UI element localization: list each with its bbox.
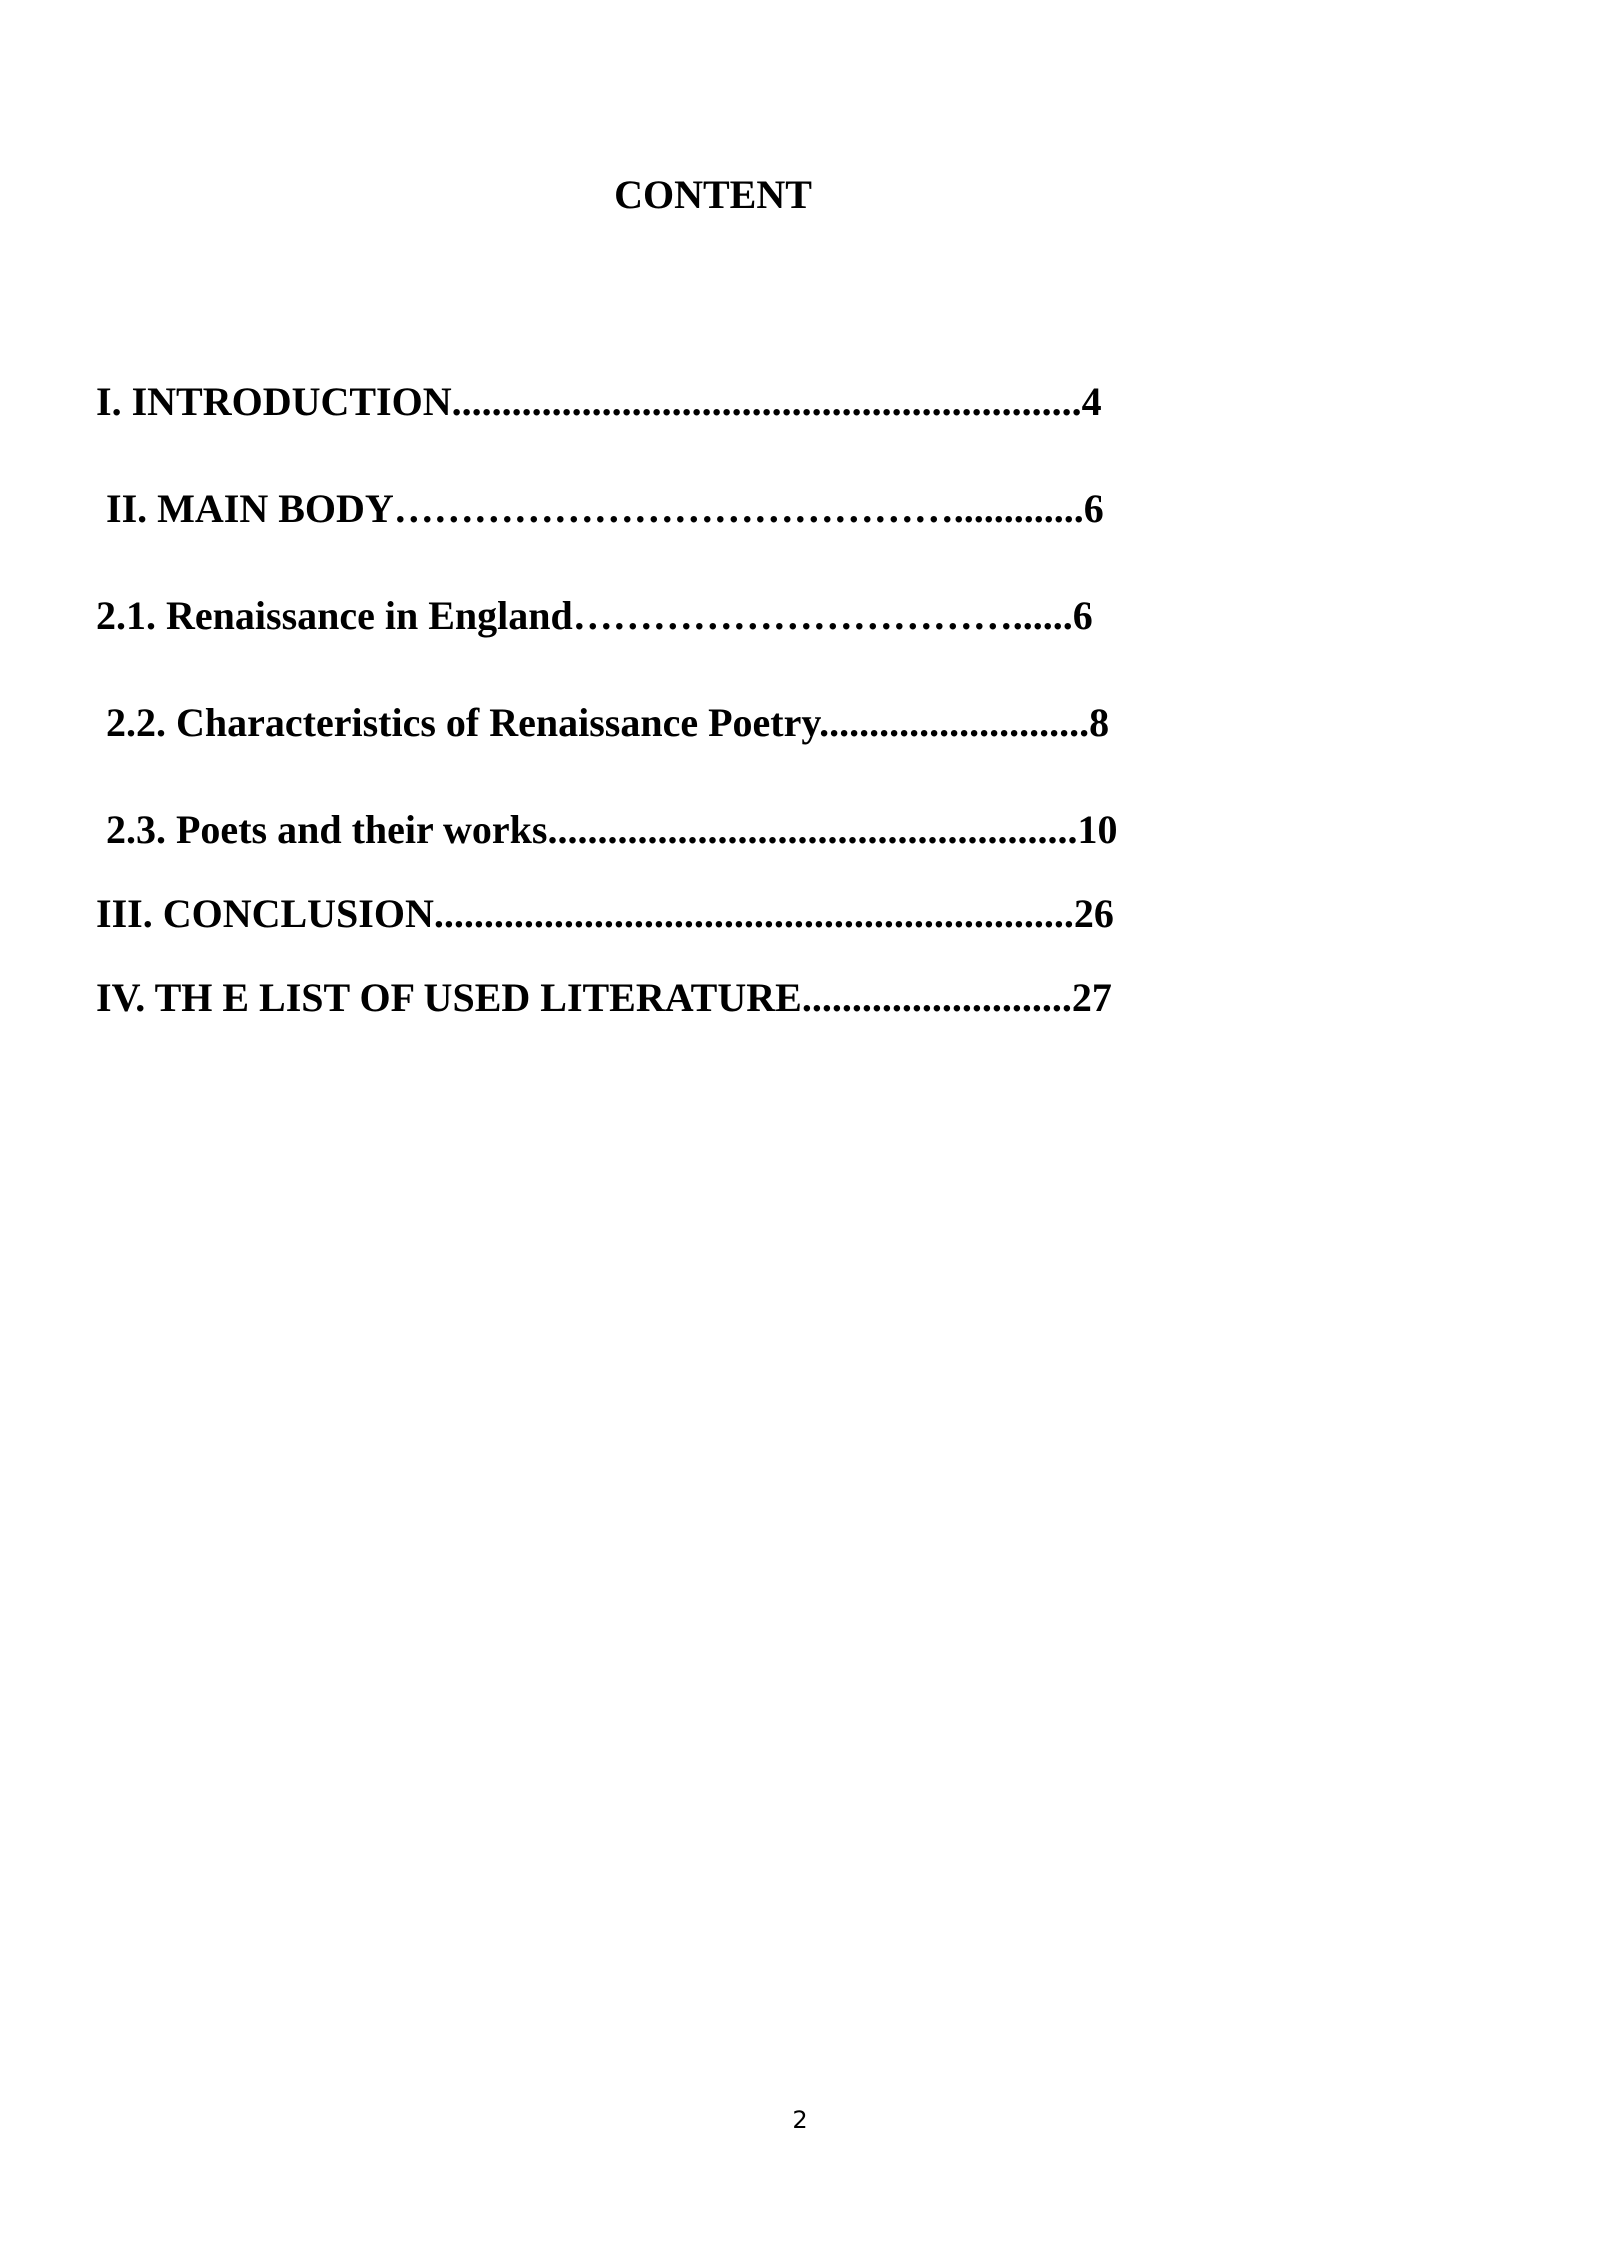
toc-entry-page: 6 — [1072, 593, 1093, 638]
toc-entry-page: 4 — [1081, 379, 1102, 424]
toc-entry-leader: ……………………………...... — [572, 593, 1073, 638]
toc-entry-label: IV. TH E LIST OF USED LITERATURE — [96, 975, 802, 1020]
toc-entry-page: 8 — [1089, 700, 1110, 745]
toc-entry-characteristics[interactable] — [96, 700, 1109, 746]
toc-entry-leader: ........................... — [801, 975, 1072, 1020]
toc-entry-renaissance-in-england[interactable] — [96, 593, 1093, 639]
toc-entry-main-body[interactable] — [96, 486, 1104, 532]
toc-entry-page: 27 — [1071, 975, 1112, 1020]
toc-entry-label: III. CONCLUSION — [96, 891, 434, 936]
toc-entry-page: 26 — [1073, 891, 1114, 936]
toc-entry-leader: ……………………………………............. — [393, 486, 1084, 531]
toc-entry-conclusion[interactable] — [96, 891, 1114, 937]
toc-entry-page: 6 — [1083, 486, 1104, 531]
toc-entry-poets-and-works[interactable] — [96, 807, 1117, 853]
toc-entry-page: 10 — [1077, 807, 1118, 852]
toc-entry-literature[interactable] — [96, 975, 1112, 1021]
toc-entry-label: 2.1. Renaissance in England — [96, 593, 573, 638]
toc-entry-leader: ............................................................... — [451, 379, 1082, 424]
toc-entry-label: 2.2. Characteristics of Renaissance Poetry — [96, 700, 820, 745]
toc-entry-leader: ........................... — [819, 700, 1090, 745]
toc-entry-label: 2.3. Poets and their works — [96, 807, 548, 852]
toc-entry-leader: ................................................................ — [433, 891, 1074, 936]
toc-entry-label: II. MAIN BODY — [96, 486, 394, 531]
toc-entry-introduction[interactable] — [96, 379, 1102, 425]
page-number: 2 — [792, 2106, 808, 2134]
toc-entry-label: I. INTRODUCTION — [96, 379, 452, 424]
page-title: CONTENT — [614, 172, 812, 217]
toc-entry-leader: ..................................................... — [547, 807, 1078, 852]
